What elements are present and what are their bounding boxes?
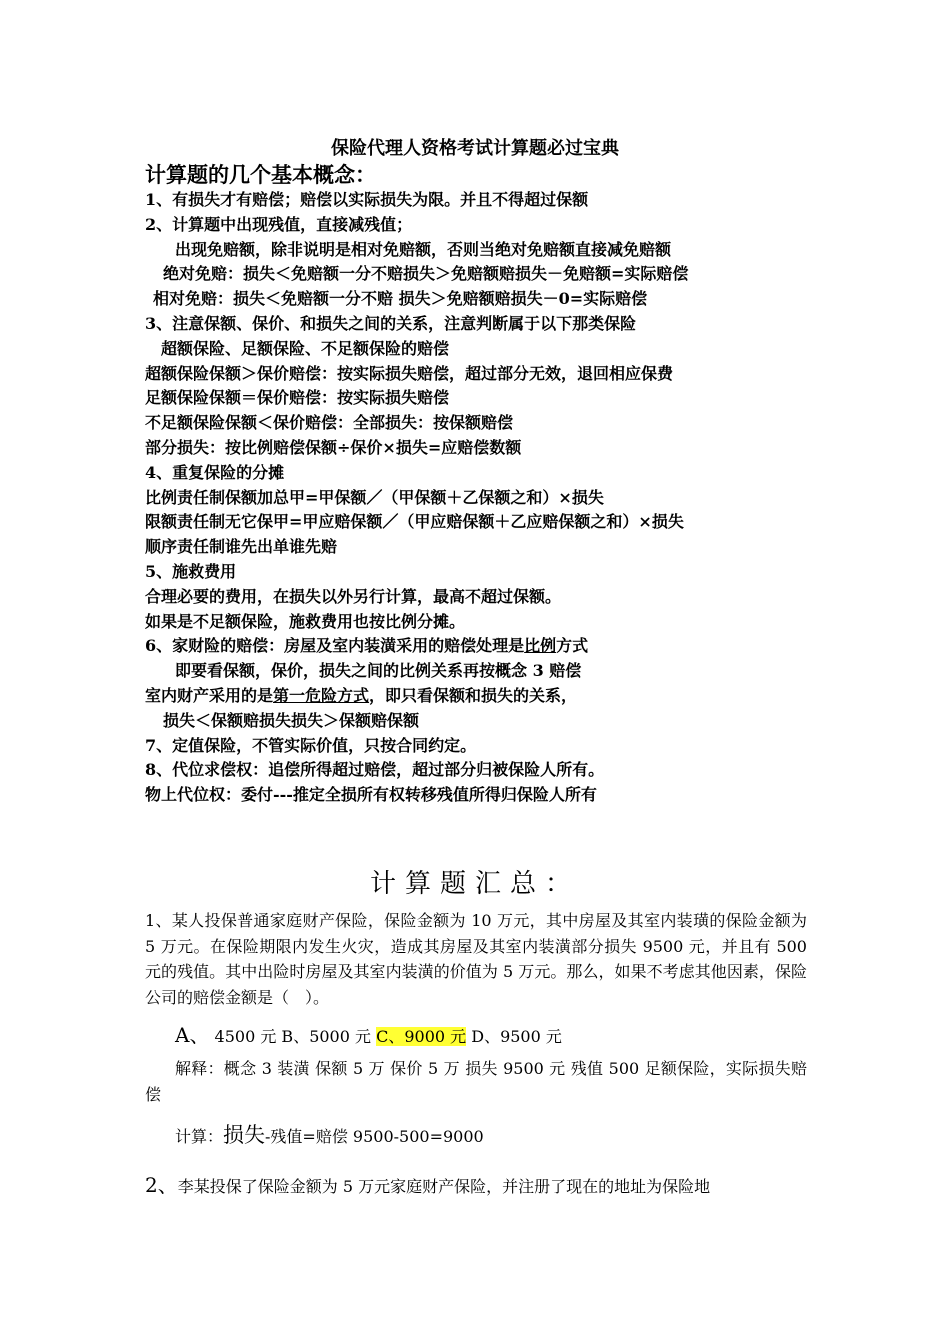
concept-line: 8、代位求偿权：追偿所得超过赔偿，超过部分归被保险人所有。 bbox=[145, 760, 605, 780]
concept-line bbox=[145, 684, 825, 709]
calc-label: 计算： bbox=[175, 1127, 224, 1146]
question-text: 李某投保了保险金额为 5 万元家庭财产保险，并注册了现在的地址为保险地 bbox=[177, 1177, 711, 1196]
concept-line: 相对免赔：损失＜免赔额一分不赔 损失＞免赔额赔损失－0=实际赔偿 bbox=[153, 289, 648, 309]
highlighted-answer: C、9000 元 bbox=[376, 1027, 467, 1046]
question-1: 1、某人投保普通家庭财产保险，保险金额为 10 万元，其中房屋及其室内装璜的保险金额为 5 万元。在保险期限内发生火灾，造成其房屋及其室内装潢部分损失 9500 元，并且有 500 元的残值。其中出险时房屋及其室内装潢的价值为 5 万元。那么，如果不考虑其他因素，保险公司的赔偿金额是（ ）。 bbox=[145, 911, 807, 1007]
concept-line: 合理必要的费用，在损失以外另行计算，最高不超过保额。 bbox=[145, 586, 562, 606]
concept-line: 出现免赔额，除非说明是相对免赔额，否则当绝对免赔额直接减免赔额 bbox=[175, 239, 672, 259]
concept-list bbox=[145, 188, 825, 808]
concept-line: 4、重复保险的分摊 bbox=[145, 462, 285, 482]
section-title: 计算题汇总： bbox=[369, 869, 580, 899]
concept-line: 不足额保险保额＜保价赔偿：全部损失：按保额赔偿 bbox=[145, 413, 514, 433]
calc-term: 损失 bbox=[223, 1123, 266, 1147]
concept-line: 比例责任制保额加总甲=甲保额／（甲保额＋乙保额之和）×损失 bbox=[145, 487, 604, 507]
option-text: 4500 元 B、5000 元 bbox=[209, 1027, 377, 1046]
question-2 bbox=[145, 1170, 807, 1202]
option-letter: A、 bbox=[175, 1023, 210, 1047]
calc-formula: -残值=赔偿 9500-500=9000 bbox=[265, 1127, 484, 1146]
concept-line: 超额保险、足额保险、不足额保险的赔偿 bbox=[161, 338, 450, 358]
concept-line: 1、有损失才有赔偿；赔偿以实际损失为限。并且不得超过保额 bbox=[145, 190, 589, 209]
concept-line: 损失＜保额赔损失损失＞保额赔保额 bbox=[163, 710, 420, 730]
concept-line-6 bbox=[145, 634, 825, 659]
underlined-term: 第一危险方式 bbox=[273, 685, 370, 705]
concept-line: 部分损失：按比例赔偿保额÷保价×损失=应赔偿数额 bbox=[145, 437, 522, 457]
concept-line: 3、注意保额、保价、和损失之间的关系，注意判断属于以下那类保险 bbox=[145, 313, 637, 333]
concept-text: ，即只看保额和损失的关系， bbox=[369, 685, 578, 705]
concept-line: 如果是不足额保险，施救费用也按比例分摊。 bbox=[145, 611, 466, 631]
concept-line: 绝对免赔：损失＜免赔额一分不赔损失＞免赔额赔损失－免赔额=实际赔偿 bbox=[163, 264, 689, 284]
calculation bbox=[175, 1120, 484, 1152]
answer-options bbox=[175, 1022, 562, 1050]
concept-text: 6、家财险的赔偿：房屋及室内装潢采用的赔偿处理是 bbox=[145, 636, 525, 656]
underlined-term: 比例 bbox=[524, 636, 557, 656]
concept-line: 顺序责任制谁先出单谁先赔 bbox=[145, 537, 338, 557]
explanation: 解释：概念 3 装潢 保额 5 万 保价 5 万 损失 9500 元 残值 500 足额保险，实际损失赔偿 bbox=[145, 1059, 807, 1104]
concept-line: 物上代位权：委付---推定全损所有权转移残值所得归保险人所有 bbox=[145, 785, 597, 805]
concept-text: 室内财产采用的是 bbox=[145, 685, 274, 705]
concept-line: 5、施救费用 bbox=[145, 561, 237, 581]
concept-line: 7、定值保险，不管实际价值，只按合同约定。 bbox=[145, 735, 477, 755]
concept-line: 即要看保额，保价，损失之间的比例关系再按概念 3 赔偿 bbox=[175, 661, 582, 681]
concept-line: 足额保险保额＝保价赔偿：按实际损失赔偿 bbox=[145, 388, 450, 408]
document-title: 保险代理人资格考试计算题必过宝典 bbox=[331, 138, 619, 159]
question-number: 2、 bbox=[145, 1173, 178, 1197]
concept-line: 限额责任制无它保甲=甲应赔保额／（甲应赔保额＋乙应赔保额之和）×损失 bbox=[145, 512, 684, 532]
concept-line: 2、计算题中出现残值，直接减残值； bbox=[145, 214, 413, 234]
concept-text: 方式 bbox=[556, 636, 589, 656]
concepts-heading: 计算题的几个基本概念： bbox=[145, 162, 376, 187]
option-text: D、9500 元 bbox=[466, 1027, 562, 1046]
concept-line: 超额保险保额＞保价赔偿：按实际损失赔偿，超过部分无效，退回相应保费 bbox=[145, 363, 674, 383]
